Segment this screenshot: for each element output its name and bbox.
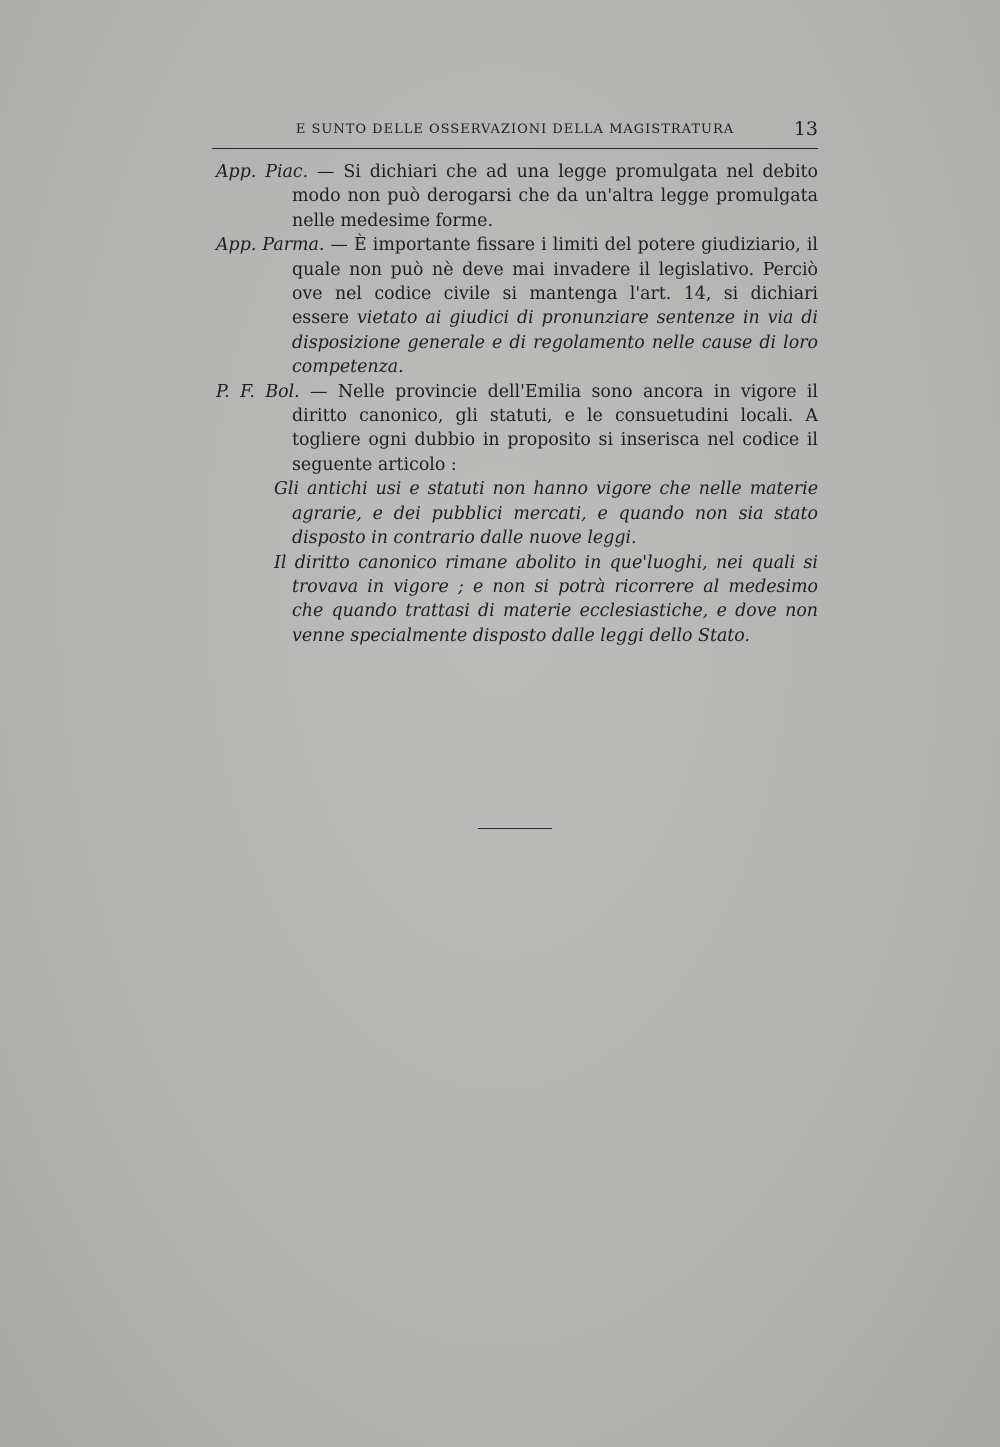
page-body: [212, 160, 818, 648]
em-dash: —: [299, 381, 338, 402]
page-number: 13: [793, 118, 818, 140]
paragraph-text: È importante fissare i limiti del potere giudiziario, il quale non può nè deve mai invadere il legislativo. Perciò ove nel codice civile si mantenga l'art. 14, si dichiari essere: [292, 235, 818, 329]
italic-text: vietato ai giudici di pronunziare sentenze in via di disposizione generale e di regolamento nelle cause di loro competenza.: [292, 308, 818, 378]
paragraph-pf-bol: [212, 380, 818, 478]
source-label: App. Parma.: [216, 235, 325, 256]
running-head: E SUNTO DELLE OSSERVAZIONI DELLA MAGISTRATURA: [295, 122, 735, 137]
paragraph-text: Si dichiari che ad una legge promulgata nel debito modo non può derogarsi che da un'altra legge promulgata nelle medesime forme.: [292, 162, 818, 231]
source-label: P. F. Bol.: [216, 381, 300, 402]
paragraph-app-piac: [212, 160, 818, 233]
paragraph-text: Nelle provincie dell'Emilia sono ancora in vigore il diritto canonico, gli statuti, e le consuetudini locali. A togliere ogni dubbio in proposito si inserisca nel codice il seguente articolo :: [292, 381, 818, 475]
page-header: [212, 118, 818, 149]
em-dash: —: [324, 235, 354, 256]
article-paragraph-2: Il diritto canonico rimane abolito in que'luoghi, nei quali si trovava in vigore ; e non si potrà ricorrere al medesimo che quando trattasi di materie ecclesiastiche, e dove non venne specialmente disposto dalle leggi dello Stato.: [274, 552, 818, 646]
paragraph-app-parma: [212, 233, 818, 379]
article-paragraph-1: Gli antichi usi e statuti non hanno vigore che nelle materie agrarie, e dei pubblici mercati, e quando non sia stato disposto in contrario dalle nuove leggi.: [274, 479, 818, 549]
source-label: App. Piac.: [216, 162, 309, 182]
section-end-rule: [478, 828, 552, 829]
em-dash: —: [308, 162, 344, 182]
